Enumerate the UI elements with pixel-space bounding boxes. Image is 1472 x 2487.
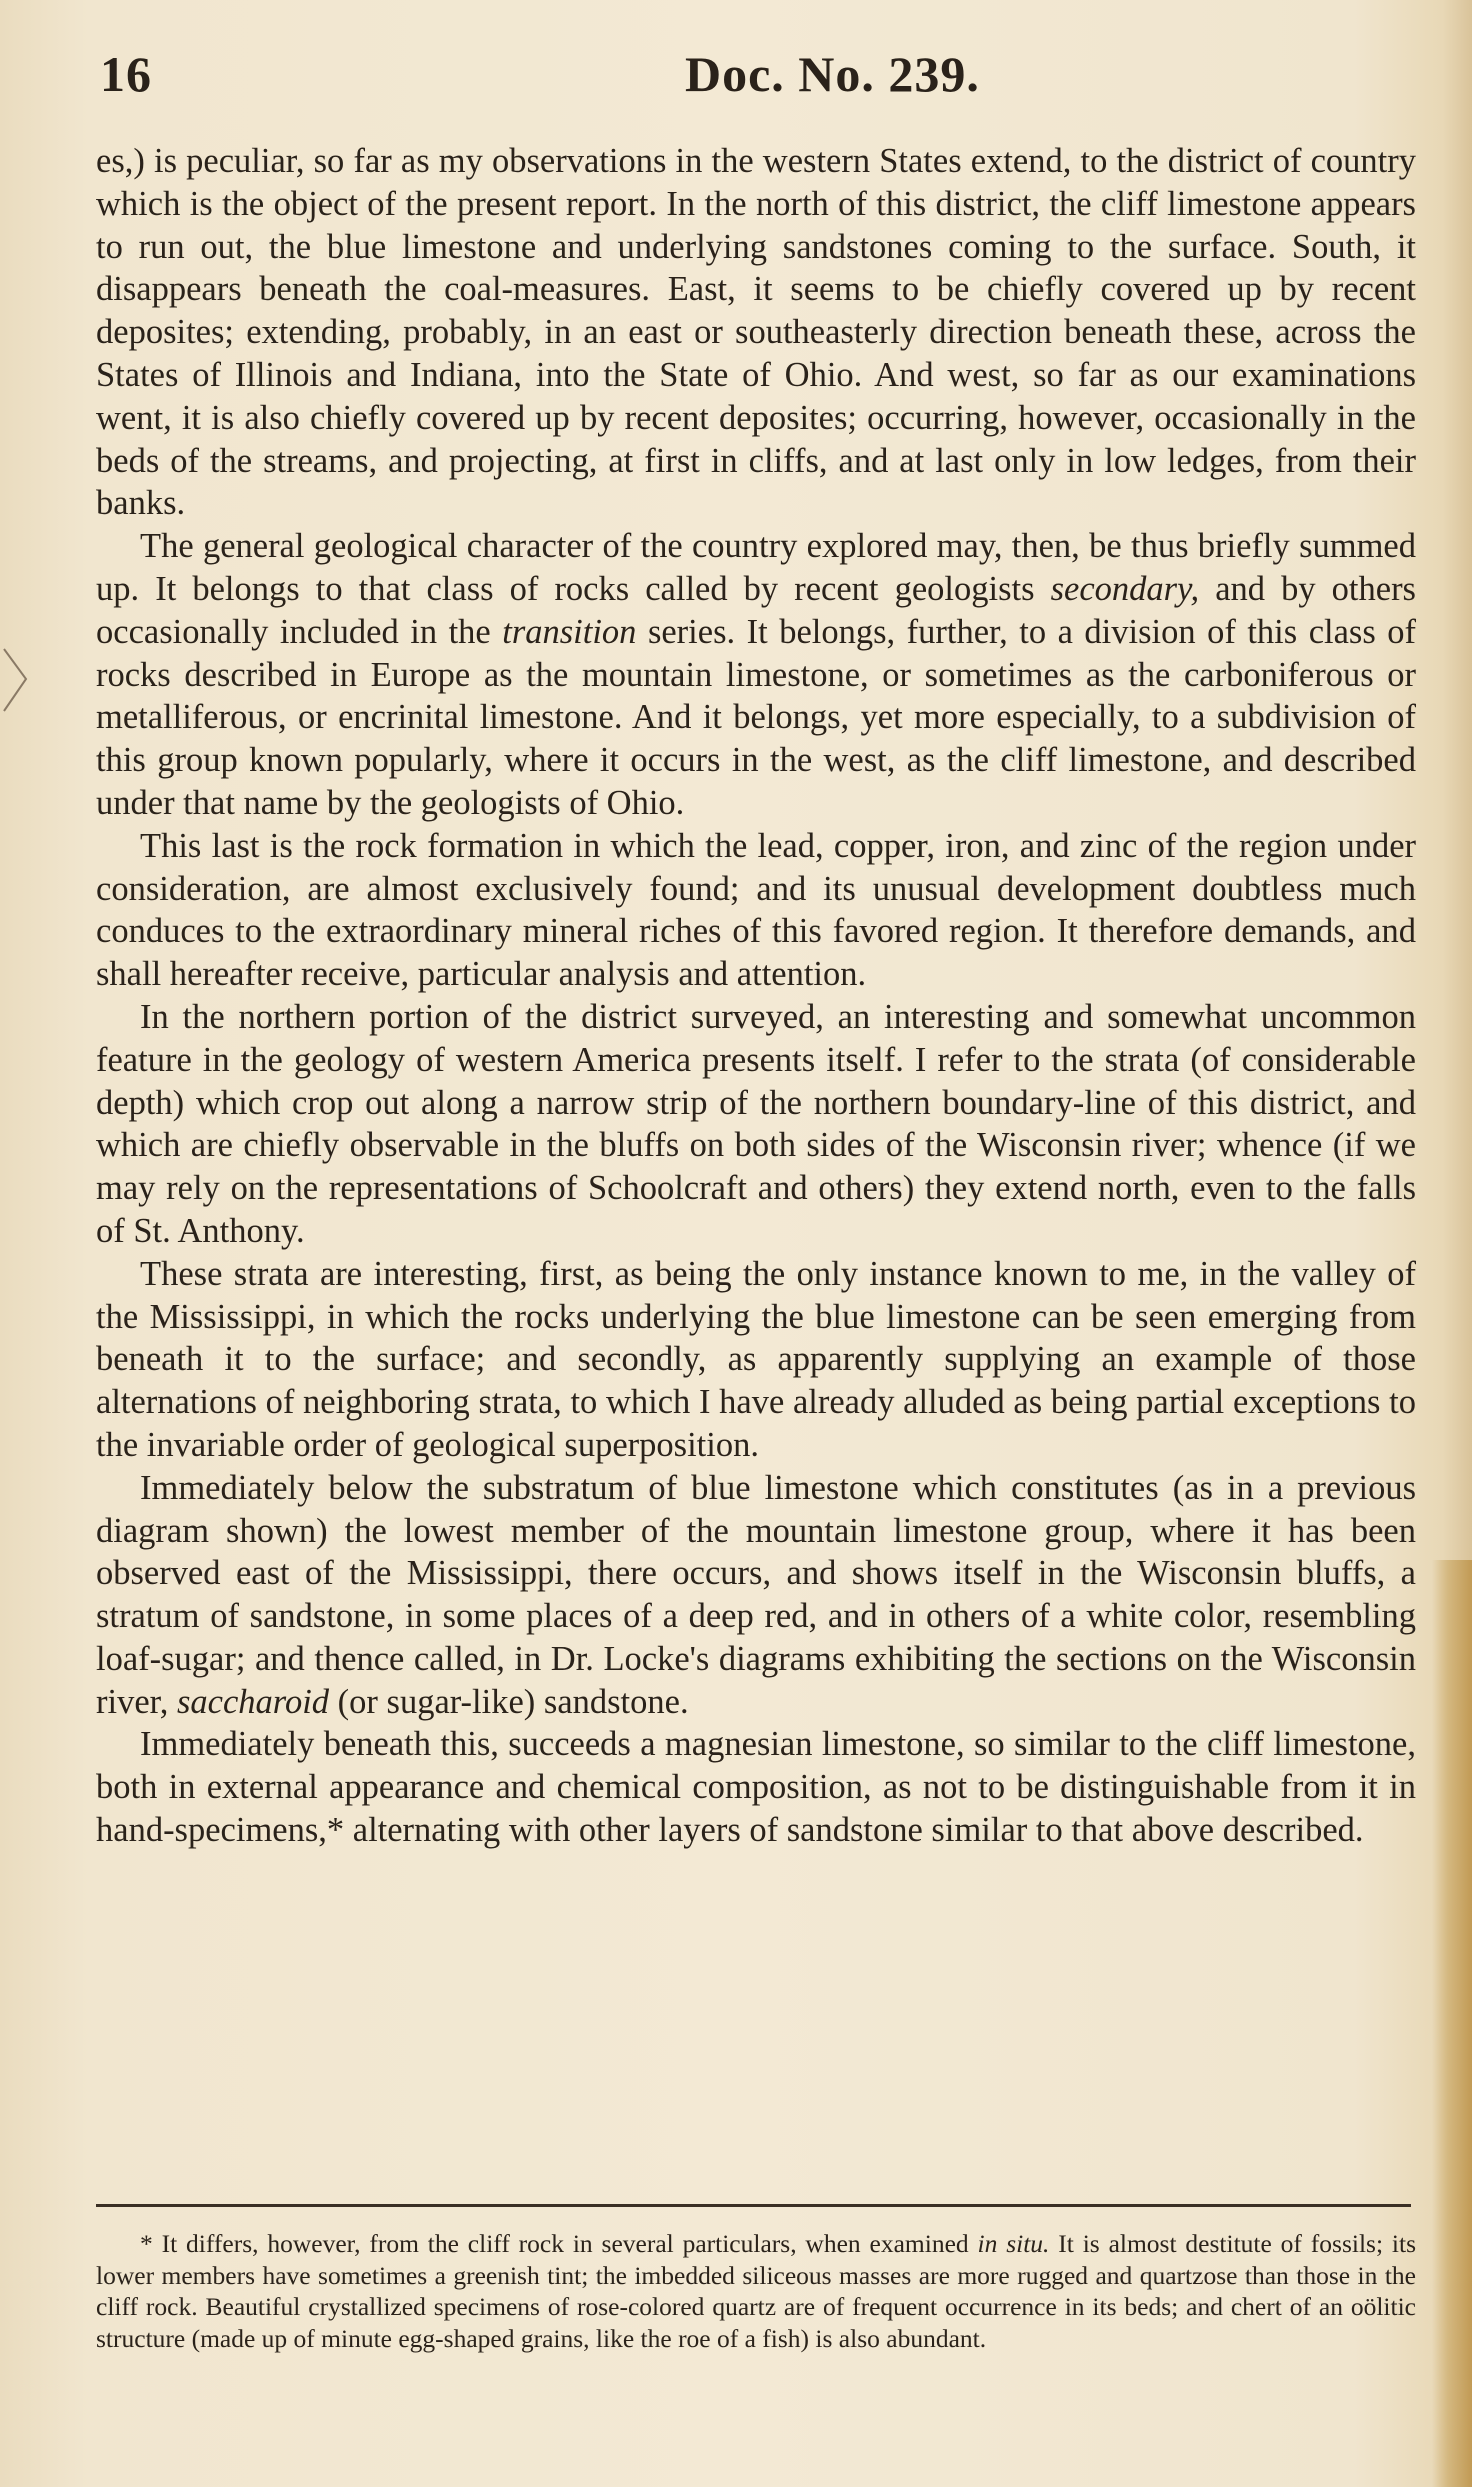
paragraph-4 <box>96 996 1416 1253</box>
italic-term-in-situ: in situ. <box>977 2229 1050 2258</box>
paragraph-text: These strata are interesting, first, as being the only instance known to me, in the valley of the Mississippi, in which the rocks underlying the blue limestone can be seen emerging from beneath it to the surface; and secondly, as apparently supplying an example of those alternations of neighboring strata, to which I have already alluded as being partial exceptions to the invariable order of geological superposition. <box>96 1254 1416 1464</box>
italic-term-secondary: secondary, <box>1050 569 1200 608</box>
page-header <box>100 45 1420 115</box>
paragraph-6 <box>96 1467 1416 1724</box>
footnote <box>96 2228 1416 2354</box>
paragraph-text: The general geological character of the country explored may, then, be thus briefly summed up. It belongs to that class of rocks called by recent geologists <box>96 527 1416 608</box>
paragraph-text: es,) is peculiar, so far as my observations in the western States extend, to the district of country which is the object of the present report. In the north of this district, the cliff limestone appears to run out, the blue limestone and underlying sandstones coming to the surface. South, it disappears beneath the coal-measures. East, it seems to be chiefly covered up by recent deposites; extending, probably, in an east or southeasterly direction beneath these, across the States of Illinois and Indiana, into the State of Ohio. And west, so far as our examinations went, it is also chiefly covered up by recent deposites; occurring, however, occasionally in the beds of the streams, and projecting, at first in cliffs, and at last only in low ledges, from their banks. <box>96 142 1416 523</box>
italic-term-transition: transition <box>502 612 637 651</box>
paragraph-2 <box>96 525 1416 825</box>
paragraph-text: Immediately below the substratum of blue limestone which constitutes (as in a previous diagram shown) the lowest member of the mountain limestone group, where it has been observed east of the Mississippi, there occurs, and shows itself in the Wisconsin bluffs, a stratum of sandstone, in some places of a deep red, and in others of a white color, resembling loaf-sugar; and thence called, in Dr. Locke's diagrams exhibiting the sections on the Wisconsin river, <box>96 1468 1416 1721</box>
paragraph-text: series. It belongs, further, to a division of this class of rocks described in Europe as the mountain limestone, or sometimes as the carboniferous or metalliferous, or encrinital limestone. And it belongs, yet more especially, to a subdivision of this group known popularly, where it occurs in the west, as the cliff limestone, and described under that name by the geologists of Ohio. <box>96 612 1416 822</box>
page-edge-shadow <box>1432 1560 1472 2487</box>
paragraph-3 <box>96 825 1416 996</box>
paragraph-text: This last is the rock formation in which the lead, copper, iron, and zinc of the region under consideration, are almost exclusively found; and its unusual development doubtless much conduces to the extraordinary mineral riches of this favored region. It therefore demands, and shall hereafter receive, particular analysis and attention. <box>96 826 1416 994</box>
paragraph-text: In the northern portion of the district surveyed, an interesting and somewhat uncommon feature in the geology of western America presents itself. I refer to the strata (of considerable depth) which crop out along a narrow strip of the northern boundary-line of this district, and which are chiefly observable in the bluffs on both sides of the Wisconsin river; whence (if we may rely on the representations of Schoolcraft and others) they extend north, even to the falls of St. Anthony. <box>96 997 1416 1250</box>
paragraph-5 <box>96 1253 1416 1467</box>
paragraph-text: Immediately beneath this, succeeds a magnesian limestone, so similar to the cliff limestone, both in external appearance and chemical composition, as not to be distinguishable from it in hand-specimens,* alternating with other layers of sandstone similar to that above described. <box>96 1725 1416 1850</box>
paragraph-text: (or sugar-like) sandstone. <box>329 1682 689 1721</box>
page-number: 16 <box>100 46 152 102</box>
margin-bracket-mark <box>0 645 34 715</box>
body-text <box>96 140 1416 1852</box>
paragraph-text: and by others occasionally included in the <box>96 569 1416 651</box>
paragraph-1 <box>96 140 1416 525</box>
footnote-text: * It differs, however, from the cliff rock in several particulars, when examined <box>140 2229 978 2258</box>
footnote-divider <box>96 2204 1411 2207</box>
paragraph-7 <box>96 1723 1416 1851</box>
document-title: Doc. No. 239. <box>685 46 980 102</box>
italic-term-saccharoid: saccharoid <box>177 1682 330 1721</box>
footnote-text: It is almost destitute of fossils; its lower members have sometimes a greenish tint; the imbedded siliceous masses are more rugged and quartzose than those in the cliff rock. Beautiful crystallized specimens of rose-colored quartz are of frequent occurrence in its beds; and chert of an oölitic structure (made up of minute egg-shaped grains, like the roe of a fish) is also abundant. <box>96 2229 1416 2353</box>
